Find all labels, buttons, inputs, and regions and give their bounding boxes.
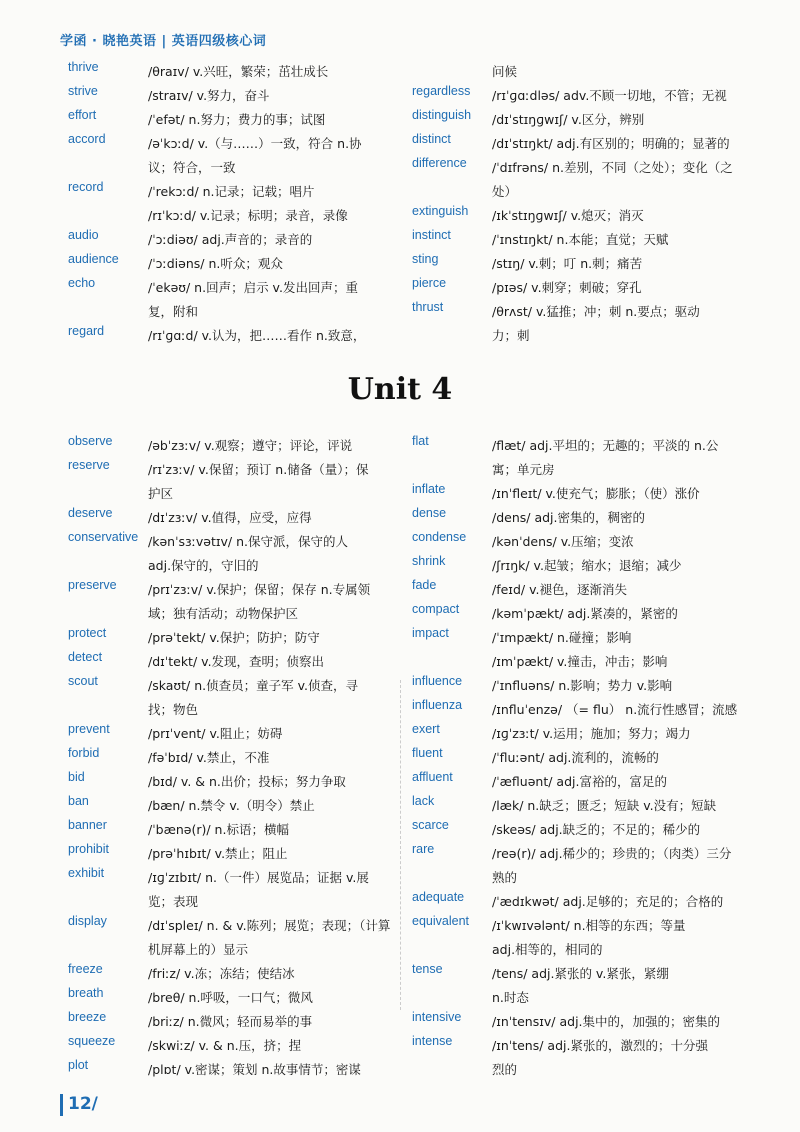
vocab-entry xyxy=(68,1058,398,1082)
vocab-word: audience xyxy=(68,252,119,266)
vocab-definition: /əbˈzɜːv/ v.观察；遵守；评论，评说 xyxy=(148,438,353,453)
vocab-definition: /ɪnfluˈenzə/ （= flu） n.流行性感冒；流感 xyxy=(492,702,738,717)
vocab-definition: /dɪˈtekt/ v.发现，查明；侦察出 xyxy=(148,654,325,669)
vocab-definition: /prəˈhɪbɪt/ v.禁止；阻止 xyxy=(148,846,288,861)
vocab-entry xyxy=(68,108,398,132)
vocab-word: sting xyxy=(412,252,439,266)
vocab-word: adequate xyxy=(412,890,465,904)
vocab-definition: /əˈkɔːd/ v.（与……）一致，符合 n.协 xyxy=(148,136,362,151)
unit4-right-column xyxy=(412,434,742,1082)
vocab-entry xyxy=(68,962,398,986)
vocab-definition: /stɪŋ/ v.刺；叮 n.刺；痛苦 xyxy=(492,256,643,271)
vocab-word: intense xyxy=(412,1034,453,1048)
vocab-definition: /ɪmˈpækt/ v.撞击，冲击；影响 xyxy=(492,654,668,669)
vocab-word: accord xyxy=(68,132,106,146)
vocab-entry xyxy=(68,674,398,722)
vocab-definition: 机屏幕上的）显示 xyxy=(148,942,249,957)
vocab-word: difference xyxy=(412,156,467,170)
vocab-definition: /ˈekəʊ/ n.回声；启示 v.发出回声；重 xyxy=(148,280,358,295)
vocab-word: deserve xyxy=(68,506,113,520)
vocab-word: flat xyxy=(412,434,429,448)
vocab-definition: /reə(r)/ adj.稀少的；珍贵的；（肉类）三分 xyxy=(492,846,732,861)
vocab-entry xyxy=(68,434,398,458)
vocab-definition: 复，附和 xyxy=(148,304,199,319)
vocab-definition: /tens/ adj.紧张的 v.紧张，紧绷 xyxy=(492,966,669,981)
vocab-word: scout xyxy=(68,674,98,688)
vocab-word: strive xyxy=(68,84,98,98)
vocab-definition: /ˈæfluənt/ adj.富裕的，富足的 xyxy=(492,774,667,789)
vocab-entry xyxy=(412,300,742,348)
vocab-definition: /ˈædɪkwət/ adj.足够的；充足的；合格的 xyxy=(492,894,724,909)
vocab-definition: /kəmˈpækt/ adj.紧凑的，紧密的 xyxy=(492,606,678,621)
vocab-entry xyxy=(68,1034,398,1058)
vocab-entry xyxy=(412,842,742,890)
vocab-definition: /skaʊt/ n.侦查员；童子军 v.侦查，寻 xyxy=(148,678,358,693)
vocab-entry xyxy=(68,506,398,530)
vocab-entry xyxy=(412,962,742,1010)
vocab-definition: /ˈɪnstɪŋkt/ n.本能；直觉；天赋 xyxy=(492,232,669,247)
vocab-definition: /skwiːz/ v. & n.压，挤；捏 xyxy=(148,1038,302,1053)
vocab-definition: /flæt/ adj.平坦的；无趣的；平淡的 n.公 xyxy=(492,438,719,453)
vocab-entry xyxy=(412,770,742,794)
vocab-definition: /ˈrekɔːd/ n.记录；记载；唱片 xyxy=(148,184,315,199)
vocab-definition: /prɪˈzɜːv/ v.保护；保留；保存 n.专属领 xyxy=(148,582,371,597)
vocab-word: distinct xyxy=(412,132,451,146)
vocab-definition: 问候 xyxy=(492,64,518,79)
vocab-word: conservative xyxy=(68,530,139,544)
vocab-definition: /kənˈdens/ v.压缩；变浓 xyxy=(492,534,634,549)
vocab-word: reserve xyxy=(68,458,110,472)
vocab-word: fade xyxy=(412,578,437,592)
vocab-definition: /skeəs/ adj.缺乏的；不足的；稀少的 xyxy=(492,822,701,837)
vocab-word: preserve xyxy=(68,578,117,592)
vocab-definition: /ˈɔːdiəns/ n.听众；观众 xyxy=(148,256,283,271)
vocab-word: forbid xyxy=(68,746,100,760)
vocab-word: equivalent xyxy=(412,914,469,928)
vocab-entry xyxy=(412,434,742,482)
vocab-entry xyxy=(412,746,742,770)
vocab-entry xyxy=(412,794,742,818)
vocab-word: display xyxy=(68,914,107,928)
vocab-definition: /breθ/ n.呼吸，一口气；微风 xyxy=(148,990,313,1005)
vocab-definition: /pɪəs/ v.刺穿；刺破；穿孔 xyxy=(492,280,642,295)
vocab-definition: /ˈefət/ n.努力；费力的事；试图 xyxy=(148,112,326,127)
vocab-definition: n.时态 xyxy=(492,990,529,1005)
vocab-word: exert xyxy=(412,722,440,736)
vocab-definition: 处） xyxy=(492,184,518,199)
vocab-definition: /feɪd/ v.褪色，逐渐消失 xyxy=(492,582,627,597)
vocab-word: inflate xyxy=(412,482,446,496)
vocab-definition: /rɪˈzɜːv/ v.保留；预订 n.储备（量）；保 xyxy=(148,462,369,477)
vocab-definition: /ɪɡˈzɪbɪt/ n.（一件）展览品；证据 v.展 xyxy=(148,870,369,885)
vocab-definition: /ɪnˈtensɪv/ adj.集中的，加强的；密集的 xyxy=(492,1014,721,1029)
vocab-entry xyxy=(68,252,398,276)
vocab-entry xyxy=(412,108,742,132)
top-right-column xyxy=(412,60,742,348)
vocab-entry xyxy=(412,204,742,228)
vocab-entry xyxy=(68,324,398,348)
vocab-entry xyxy=(68,866,398,914)
vocab-entry xyxy=(412,914,742,962)
vocab-word: bid xyxy=(68,770,85,784)
vocab-entry xyxy=(68,842,398,866)
vocab-entry xyxy=(412,132,742,156)
vocab-definition: /bɪd/ v. & n.出价；投标；努力争取 xyxy=(148,774,346,789)
vocab-entry xyxy=(412,602,742,626)
vocab-definition: /dɪˈzɜːv/ v.值得，应受，应得 xyxy=(148,510,312,525)
vocab-definition: /θraɪv/ v.兴旺，繁荣；茁壮成长 xyxy=(148,64,329,79)
vocab-entry xyxy=(412,578,742,602)
vocab-entry xyxy=(68,180,398,228)
vocab-definition: /rɪˈɡɑːd/ v.认为，把……看作 n.致意， xyxy=(148,328,366,343)
vocab-definition: /briːz/ n.微风；轻而易举的事 xyxy=(148,1014,313,1029)
vocab-entry xyxy=(412,156,742,204)
vocab-entry xyxy=(68,276,398,324)
vocab-definition: 览；表现 xyxy=(148,894,199,909)
vocab-entry xyxy=(68,458,398,506)
vocab-entry xyxy=(68,722,398,746)
vocab-word: protect xyxy=(68,626,107,640)
vocab-word: regardless xyxy=(412,84,471,98)
vocab-definition: adj.相等的，相同的 xyxy=(492,942,603,957)
vocab-definition: /ˈfluːənt/ adj.流利的，流畅的 xyxy=(492,750,659,765)
vocab-definition: /ɪnˈtens/ adj.紧张的，激烈的；十分强 xyxy=(492,1038,708,1053)
column-divider xyxy=(400,680,401,1010)
vocab-definition: /ɪɡˈzɜːt/ v.运用；施加；努力；竭力 xyxy=(492,726,691,741)
vocab-entry xyxy=(412,626,742,674)
vocab-entry xyxy=(68,770,398,794)
vocab-definition: /ɪnˈfleɪt/ v.使充气；膨胀；（使）涨价 xyxy=(492,486,700,501)
vocab-word: regard xyxy=(68,324,105,338)
vocab-entry xyxy=(412,554,742,578)
vocab-entry xyxy=(68,794,398,818)
vocab-word: plot xyxy=(68,1058,89,1072)
vocab-entry xyxy=(412,698,742,722)
vocab-entry xyxy=(68,746,398,770)
vocab-entry xyxy=(412,674,742,698)
vocab-word: impact xyxy=(412,626,449,640)
vocab-entry xyxy=(68,84,398,108)
vocab-definition: /ɪˈkwɪvələnt/ n.相等的东西；等量 xyxy=(492,918,686,933)
vocab-word: record xyxy=(68,180,104,194)
vocab-word: freeze xyxy=(68,962,103,976)
vocab-entry xyxy=(412,482,742,506)
vocab-word: breath xyxy=(68,986,104,1000)
vocab-entry xyxy=(412,252,742,276)
vocab-definition: /friːz/ v.冻；冻结；使结冰 xyxy=(148,966,295,981)
vocab-word: thrive xyxy=(68,60,99,74)
vocab-definition: /straɪv/ v.努力，奋斗 xyxy=(148,88,270,103)
vocab-entry xyxy=(412,506,742,530)
vocab-entry xyxy=(412,228,742,252)
vocab-word: rare xyxy=(412,842,435,856)
unit4-left-column xyxy=(68,434,398,1082)
vocab-definition: /ˈɪmpækt/ n.碰撞；影响 xyxy=(492,630,632,645)
vocab-word: audio xyxy=(68,228,99,242)
vocab-definition: /ˈɪnfluəns/ n.影响；势力 v.影响 xyxy=(492,678,673,693)
vocab-word: prevent xyxy=(68,722,110,736)
vocab-definition: 找；物色 xyxy=(148,702,199,717)
vocab-word: ban xyxy=(68,794,89,808)
vocab-entry xyxy=(68,986,398,1010)
vocab-word: banner xyxy=(68,818,107,832)
vocab-word: effort xyxy=(68,108,97,122)
vocab-word: fluent xyxy=(412,746,443,760)
top-left-column xyxy=(68,60,398,348)
vocab-entry xyxy=(68,578,398,626)
vocab-definition: /prəˈtekt/ v.保护；防护；防守 xyxy=(148,630,320,645)
vocab-word: breeze xyxy=(68,1010,107,1024)
vocab-word: dense xyxy=(412,506,447,520)
vocab-definition: 力；刺 xyxy=(492,328,530,343)
vocab-definition: /rɪˈɡɑːdləs/ adv.不顾一切地，不管；无视 xyxy=(492,88,727,103)
vocab-entry xyxy=(412,722,742,746)
vocab-word: shrink xyxy=(412,554,446,568)
vocab-entry xyxy=(68,60,398,84)
vocab-definition: 域；独有活动；动物保护区 xyxy=(148,606,299,621)
vocab-entry xyxy=(68,650,398,674)
vocab-definition: 烈的 xyxy=(492,1062,518,1077)
vocab-definition: /dɪˈstɪŋkt/ adj.有区别的；明确的；显著的 xyxy=(492,136,730,151)
vocab-word: distinguish xyxy=(412,108,472,122)
vocab-definition: /prɪˈvent/ v.阻止；妨碍 xyxy=(148,726,283,741)
vocab-entry xyxy=(68,818,398,842)
vocab-definition: 熟的 xyxy=(492,870,518,885)
vocab-word: instinct xyxy=(412,228,451,242)
vocab-definition: /ˈbænə(r)/ n.标语；横幅 xyxy=(148,822,289,837)
vocab-definition: /bæn/ n.禁令 v.（明令）禁止 xyxy=(148,798,315,813)
vocab-word: squeeze xyxy=(68,1034,116,1048)
unit-title: Unit 4 xyxy=(347,372,453,407)
vocab-entry xyxy=(68,1010,398,1034)
vocab-entry xyxy=(68,132,398,180)
page-header: 学函 · 晓艳英语 | 英语四级核心词 xyxy=(60,34,267,49)
vocab-word: observe xyxy=(68,434,113,448)
vocab-definition: /ˈɔːdiəʊ/ adj.声音的；录音的 xyxy=(148,232,313,247)
vocab-definition: /ɪkˈstɪŋɡwɪʃ/ v.熄灭；消灭 xyxy=(492,208,644,223)
vocab-entry xyxy=(412,60,742,84)
vocab-word: extinguish xyxy=(412,204,469,218)
vocab-definition: 护区 xyxy=(148,486,174,501)
vocab-word: tense xyxy=(412,962,443,976)
vocab-entry xyxy=(412,818,742,842)
vocab-word: detect xyxy=(68,650,103,664)
vocab-definition: /læk/ n.缺乏；匮乏；短缺 v.没有；短缺 xyxy=(492,798,717,813)
vocab-definition: /plɒt/ v.密谋；策划 n.故事情节；密谋 xyxy=(148,1062,361,1077)
vocab-definition: /dɪˈstɪŋɡwɪʃ/ v.区分，辨别 xyxy=(492,112,645,127)
vocab-entry xyxy=(412,276,742,300)
vocab-entry xyxy=(412,530,742,554)
vocab-word: compact xyxy=(412,602,460,616)
vocab-definition: /fəˈbɪd/ v.禁止，不准 xyxy=(148,750,270,765)
vocab-definition: /θrʌst/ v.猛推；冲；刺 n.要点；驱动 xyxy=(492,304,700,319)
vocab-definition: /dɪˈspleɪ/ n. & v.陈列；展览；表现；（计算 xyxy=(148,918,391,933)
vocab-entry xyxy=(68,626,398,650)
vocab-word: scarce xyxy=(412,818,449,832)
vocab-definition: /kənˈsɜːvətɪv/ n.保守派，保守的人 xyxy=(148,534,348,549)
vocab-entry xyxy=(412,890,742,914)
vocab-word: echo xyxy=(68,276,96,290)
vocab-word: thrust xyxy=(412,300,444,314)
vocab-entry xyxy=(412,1034,742,1082)
vocab-entry xyxy=(68,228,398,252)
vocab-entry xyxy=(412,1010,742,1034)
vocab-word: influenza xyxy=(412,698,463,712)
vocab-definition: /dens/ adj.密集的，稠密的 xyxy=(492,510,645,525)
vocab-entry xyxy=(68,914,398,962)
vocab-word: prohibit xyxy=(68,842,109,856)
vocab-definition: 寓；单元房 xyxy=(492,462,555,477)
vocab-definition: /ʃrɪŋk/ v.起皱；缩水；退缩；减少 xyxy=(492,558,682,573)
vocab-entry xyxy=(68,530,398,578)
vocab-word: exhibit xyxy=(68,866,105,880)
vocab-word: condense xyxy=(412,530,467,544)
vocab-word: lack xyxy=(412,794,435,808)
vocab-word: affluent xyxy=(412,770,453,784)
page-number-text: 12/ xyxy=(68,1094,98,1114)
page-number xyxy=(60,1094,98,1114)
vocab-entry xyxy=(412,84,742,108)
vocab-word: influence xyxy=(412,674,463,688)
vocab-word: intensive xyxy=(412,1010,462,1024)
vocab-word: pierce xyxy=(412,276,447,290)
vocab-definition: 议；符合，一致 xyxy=(148,160,236,175)
vocab-definition: /rɪˈkɔːd/ v.记录；标明；录音，录像 xyxy=(148,208,348,223)
vocab-definition: adj.保守的，守旧的 xyxy=(148,558,259,573)
vocab-definition: /ˈdɪfrəns/ n.差别，不同（之处）；变化（之 xyxy=(492,160,733,175)
